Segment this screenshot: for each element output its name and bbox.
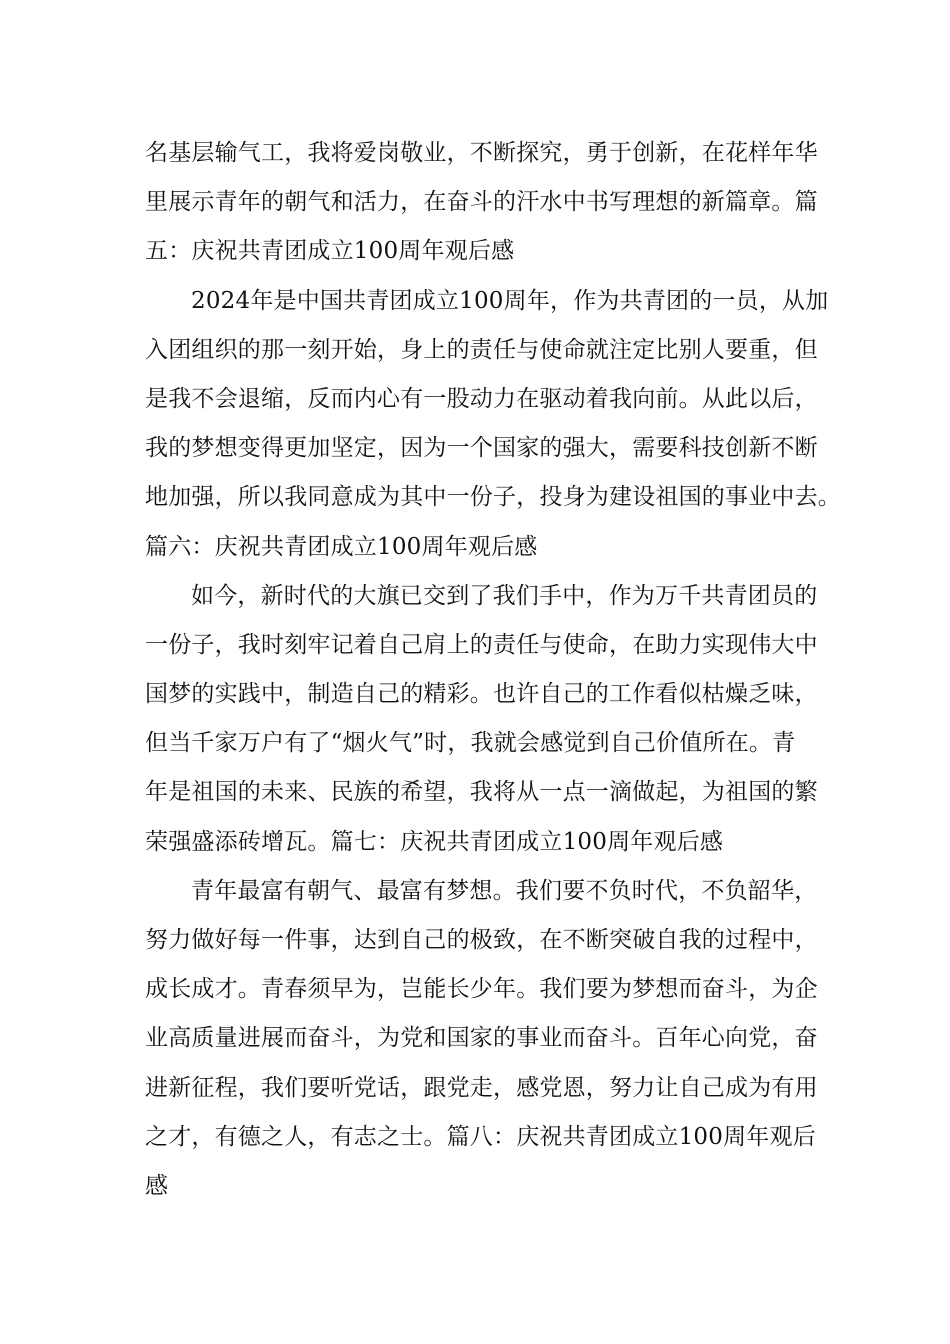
section-heading-line: 五：庆祝共青团成立100周年观后感 (145, 238, 515, 265)
text-line: 但当千家万户有了“烟火气”时，我就会感觉到自己价值所在。青 (145, 730, 796, 757)
document-body (145, 129, 845, 1211)
text-line: 里展示青年的朝气和活力，在奋斗的汗水中书写理想的新篇章。篇 (145, 189, 818, 216)
text-line: 业高质量进展而奋斗，为党和国家的事业而奋斗。百年心向党，奋 (145, 1025, 818, 1052)
text-line: 努力做好每一件事，达到自己的极致，在不断突破自我的过程中， (145, 927, 818, 953)
text-line: 入团组织的那一刻开始，身上的责任与使命就注定比别人要重，但 (145, 336, 818, 363)
text-line: 年是祖国的未来、民族的希望，我将从一点一滴做起，为祖国的繁 (145, 779, 818, 806)
text-line: 之才，有德之人，有志之士。篇八：庆祝共青团成立100周年观后 (145, 1123, 816, 1150)
section-heading-line: 篇六：庆祝共青团成立100周年观后感 (145, 533, 538, 560)
text-line: 地加强，所以我同意成为其中一份子，投身为建设祖国的事业中去。 (145, 484, 841, 511)
text-line: 荣强盛添砖增瓦。篇七：庆祝共青团成立100周年观后感 (145, 828, 724, 855)
paragraph-start-line: 如今，新时代的大旗已交到了我们手中，作为万千共青团员的 (191, 582, 818, 609)
paragraph-start-line: 青年最富有朝气、最富有梦想。我们要不负时代，不负韶华， (191, 877, 818, 904)
text-line: 成长成才。青春须早为，岂能长少年。我们要为梦想而奋斗，为企 (145, 976, 818, 1003)
text-line: 感 (145, 1172, 169, 1199)
text-line: 我的梦想变得更加坚定，因为一个国家的强大，需要科技创新不断 (145, 435, 818, 462)
text-line: 国梦的实践中，制造自己的精彩。也许自己的工作看似枯燥乏味， (145, 681, 818, 708)
text-line: 进新征程，我们要听党话，跟党走，感党恩，努力让自己成为有用 (145, 1074, 818, 1101)
text-line: 一份子，我时刻牢记着自己肩上的责任与使命，在助力实现伟大中 (145, 631, 818, 658)
paragraph-start-line: 2024年是中国共青团成立100周年，作为共青团的一员，从加 (191, 287, 829, 314)
text-line: 名基层输气工，我将爱岗敬业，不断探究，勇于创新，在花样年华 (145, 140, 818, 166)
text-line: 是我不会退缩，反而内心有一股动力在驱动着我向前。从此以后， (145, 385, 818, 412)
